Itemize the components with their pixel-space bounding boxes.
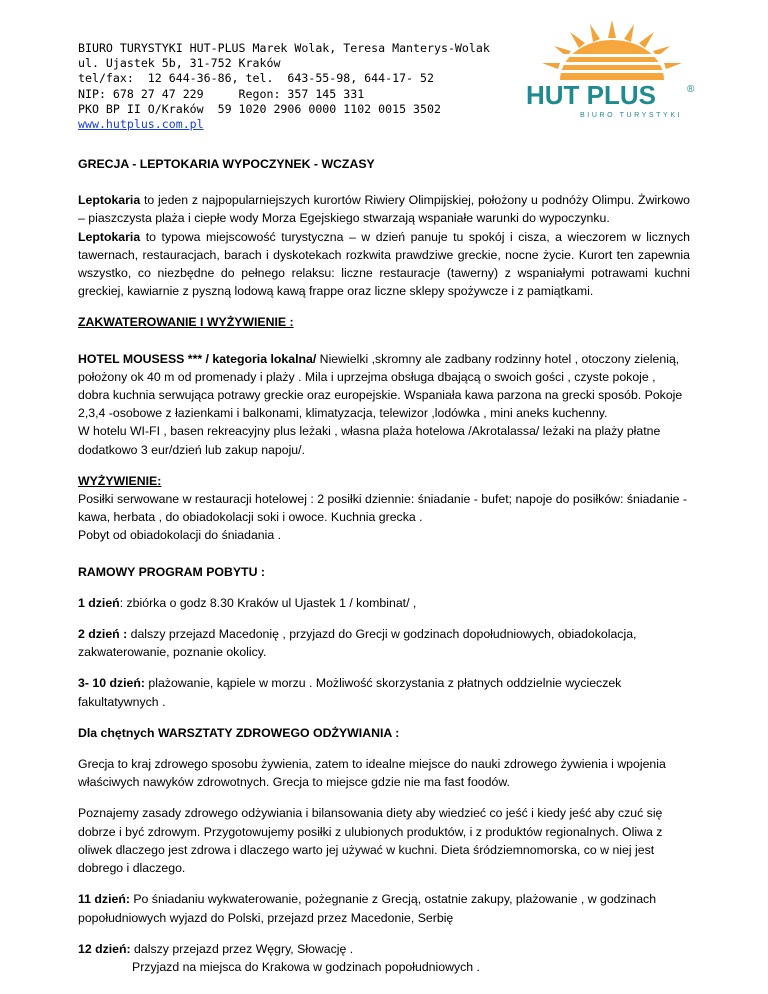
- logo-subtitle: BIURO TURYSTYKI: [580, 112, 683, 119]
- intro-paragraph-1: Leptokaria to jeden z najpopularniejszych kurortów Riwiery Olimpijskiej, położony u podnóży Olimpu. Żwirkowo – piaszczysta plaża i ciepłe wody Morza Egejskiego stwarzają wspaniałe warunki do wypoczynku.: [78, 193, 690, 226]
- company-header: [78, 41, 490, 132]
- intro-paragraph-2: Leptokaria to typowa miejscowość turystyczna – w dzień panuje tu spokój i cisza, a wieczorem w licznych tawernach, restauracjach, barach i dyskotekach rozkwita prawdziwe greckie, nocne życie. Kurort ten zapewnia wszystko, co niezbędne do pełnego relaksu: liczne restauracje (tawerny) z wspaniałymi potrawami kuchni greckiej, kawiarnie z pyszną lodową kawą frappe oraz liczne sklepy spożywcze i z pamiątkami.: [78, 229, 690, 299]
- header-line-nip-regon: NIP: 678 27 47 229 Regon: 357 145 331: [78, 86, 365, 101]
- day-3-10: 3- 10 dzień: plażowanie, kąpiele w morzu . Możliwość skorzystania z płatnych oddzielnie wycieczek fakultatywnych .: [78, 676, 622, 709]
- day-12-return: Przyjazd na miejsca do Krakowa w godzinach popołudniowych .: [132, 959, 480, 974]
- document-body: [78, 155, 690, 976]
- registered-mark: ®: [687, 84, 695, 95]
- hotel-amenities: W hotelu WI-FI , basen rekreacyjny plus leżaki , własna plaża hotelowa /Akrotalassa/ leżaki na plaży płatne dodatkowo 3 eur/dzień lub zakup napoju/.: [78, 424, 661, 457]
- header-line-address: ul. Ujastek 5b, 31-752 Kraków: [78, 56, 281, 71]
- website-link[interactable]: www.hutplus.com.pl: [78, 117, 204, 132]
- day-1: 1 dzień: zbiórka o godz 8.30 Kraków ul Ujastek 1 / kombinat/ ,: [78, 595, 417, 610]
- logo-brand-text: HUT PLUS: [526, 80, 656, 110]
- program-heading: RAMOWY PROGRAM POBYTU :: [78, 564, 265, 579]
- day-12: 12 dzień: dalszy przejazd przez Węgry, Słowację .: [78, 941, 354, 956]
- day-2: 2 dzień : dalszy przejazd Macedonię , przyjazd do Grecji w godzinach dopołudniowych, obiadokolacja, zakwaterowanie, poznanie okolicy.: [78, 627, 637, 660]
- hotel-description: HOTEL MOUSESS *** / kategoria lokalna/ Niewielki ,skromny ale zadbany rodzinny hotel , otoczony zielenią, położony ok 40 m od promenady i plaży . Mila i uprzejma obsługa dbającą o swoich gości , czyste pokoje , dobra kuchnia serwująca potrawy greckie oraz europejskie. Wspaniała kawa parzona na grecki sposób. Pokoje 2,3,4 -osobowe z łazienkami i balkonami, klimatyzacja, telewizor ,lodówka , mini aneks kuchenny.: [78, 351, 683, 421]
- meals-heading: WYŻYWIENIE:: [78, 473, 162, 488]
- workshop-paragraph-1: Grecja to kraj zdrowego sposobu żywienia, zatem to idealne miejsce do nauki zdrowego żywienia i wpojenia właściwych nawyków zdrowotnych. Grecja to miejsce gdzie nie ma fast foodów.: [78, 757, 666, 790]
- header-line-company: BIURO TURYSTYKI HUT-PLUS Marek Wolak, Teresa Manterys-Wolak: [78, 41, 490, 55]
- meals-description: Posiłki serwowane w restauracji hotelowej : 2 posiłki dziennie: śniadanie - bufet; napoje do posiłków: śniadanie - kawa, herbata , do obiadokolacji soki i owoce. Kuchnia grecka .: [78, 492, 688, 525]
- accommodation-heading: ZAKWATEROWANIE I WYŻYWIENIE :: [78, 315, 294, 330]
- header-line-bank: PKO BP II O/Kraków 59 1020 2906 0000 1102 0015 3502: [78, 101, 441, 116]
- day-11: 11 dzień: Po śniadaniu wykwaterowanie, pożegnanie z Grecją, ostatnie zakupy, plażowanie , w godzinach popołudniowych wyjazd do Polski, przejazd przez Macedonie, Serbię: [78, 892, 657, 925]
- meals-stay-info: Pobyt od obiadokolacji do śniadania .: [78, 528, 282, 543]
- header-line-phone: tel/fax: 12 644-36-86, tel. 643-55-98, 644-17- 52: [78, 71, 434, 86]
- workshop-paragraph-2: Poznajemy zasady zdrowego odżywiania i bilansowania diety aby wiedzieć co jeść i kiedy jeść aby czuć się dobrze i być zdrowym. Przygotowujemy posiłki z ulubionych produktów, i z produktów regionalnych. Oliwa z oliwek dlaczego jest zdrowa i dlaczego warto jej używać w kuchni. Dieta śródziemnomorska, co w niej jest dobrego i dlaczego.: [78, 806, 663, 876]
- workshop-heading: Dla chętnych WARSZTATY ZDROWEGO ODŻYWIANIA :: [78, 725, 400, 740]
- hut-plus-logo: [520, 18, 705, 123]
- document-title: GRECJA - LEPTOKARIA WYPOCZYNEK - WCZASY: [78, 157, 375, 171]
- sun-dome-icon: [560, 40, 664, 80]
